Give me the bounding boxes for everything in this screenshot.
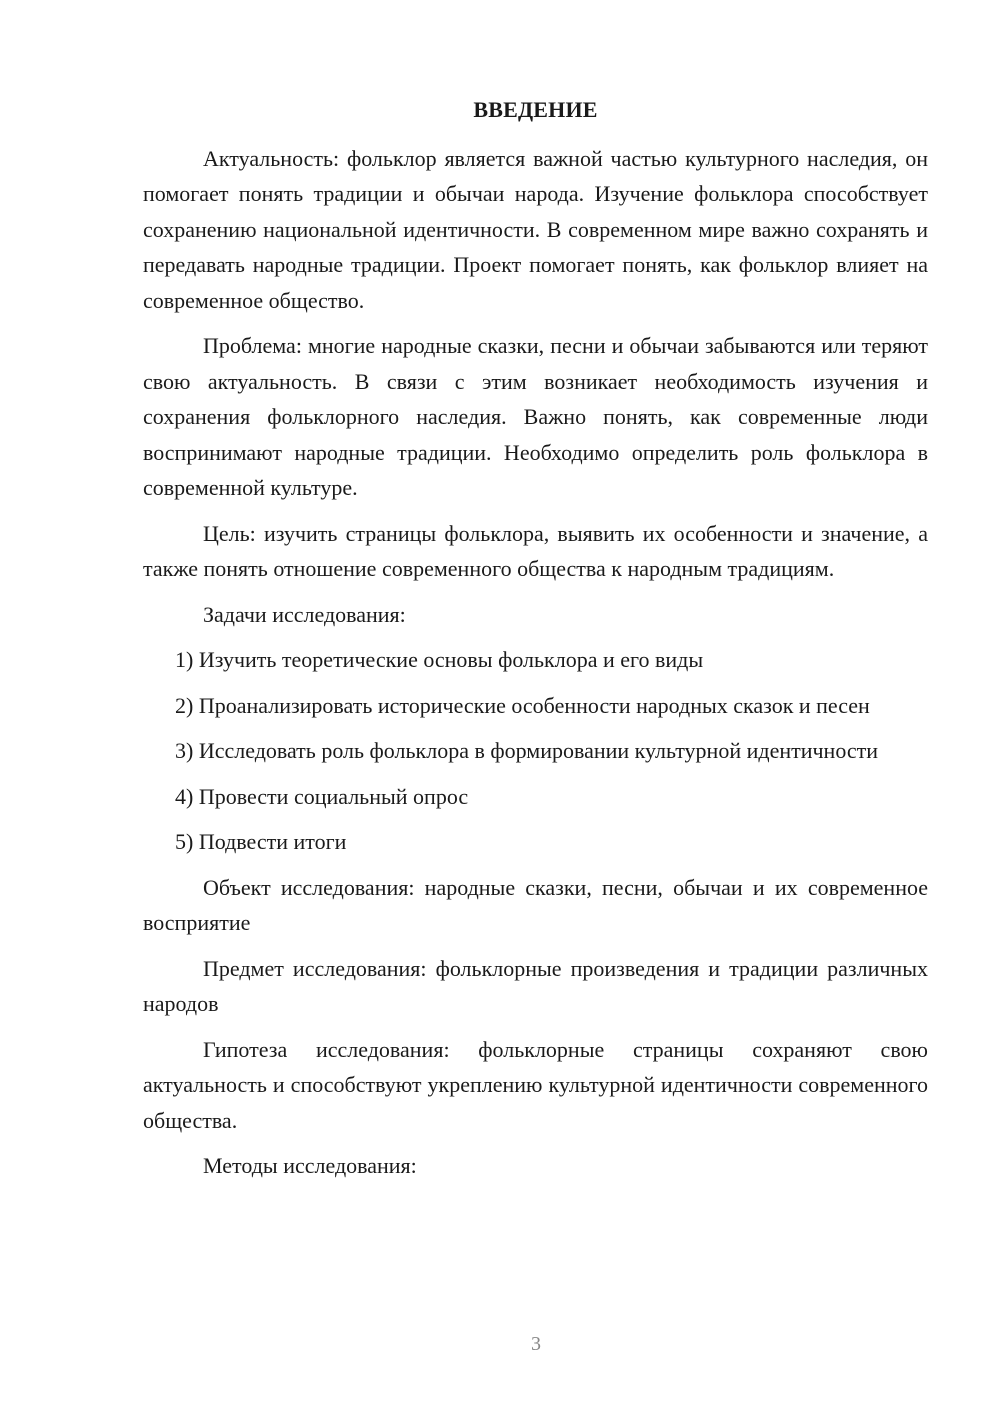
paragraph-object: Объект исследования: народные сказки, песни, обычаи и их современное восприятие xyxy=(143,874,928,935)
paragraph-tasks-heading: Задачи исследования: xyxy=(203,601,406,627)
task-item-3: 3) Исследовать роль фольклора в формировании культурной идентичности xyxy=(175,738,879,763)
task-item-1: 1) Изучить теоретические основы фольклора и его виды xyxy=(175,647,704,672)
paragraph-methods: Методы исследования: xyxy=(203,1153,417,1178)
task-item-2: 2) Проанализировать исторические особенности народных сказок и песен xyxy=(175,692,870,718)
section-title: ВВЕДЕНИЕ xyxy=(473,97,598,122)
paragraph-subject: Предмет исследования: фольклорные произведения и традиции различных народов xyxy=(143,955,928,1016)
page-number: 3 xyxy=(531,1333,541,1355)
paragraph-hypothesis: Гипотеза исследования: фольклорные страницы сохраняют свою актуальность и способствуют укреплению культурной идентичности современного общества. xyxy=(143,1036,928,1133)
paragraph-problem: Проблема: многие народные сказки, песни и обычаи забываются или теряют свою актуальность. В связи с этим возникает необходимость изучения и сохранения фольклорного наследия. Важно понять, как современные люди воспринимают народные традиции. Необходимо определить роль фольклора в современной культуре. xyxy=(143,333,928,500)
task-item-5: 5) Подвести итоги xyxy=(175,829,347,854)
document-page xyxy=(143,92,928,1194)
paragraph-goal: Цель: изучить страницы фольклора, выявить их особенности и значение, а также понять отношение современного общества к народным традициям. xyxy=(143,520,928,581)
paragraph-relevance: Актуальность: фольклор является важной частью культурного наследия, он помогает понять традиции и обычаи народа. Изучение фольклора способствует сохранению национальной идентичности. В современном мире важно сохранять и передавать народные традиции. Проект помогает понять, как фольклор влияет на современное общество. xyxy=(143,145,928,313)
task-item-4: 4) Провести социальный опрос xyxy=(175,783,469,809)
